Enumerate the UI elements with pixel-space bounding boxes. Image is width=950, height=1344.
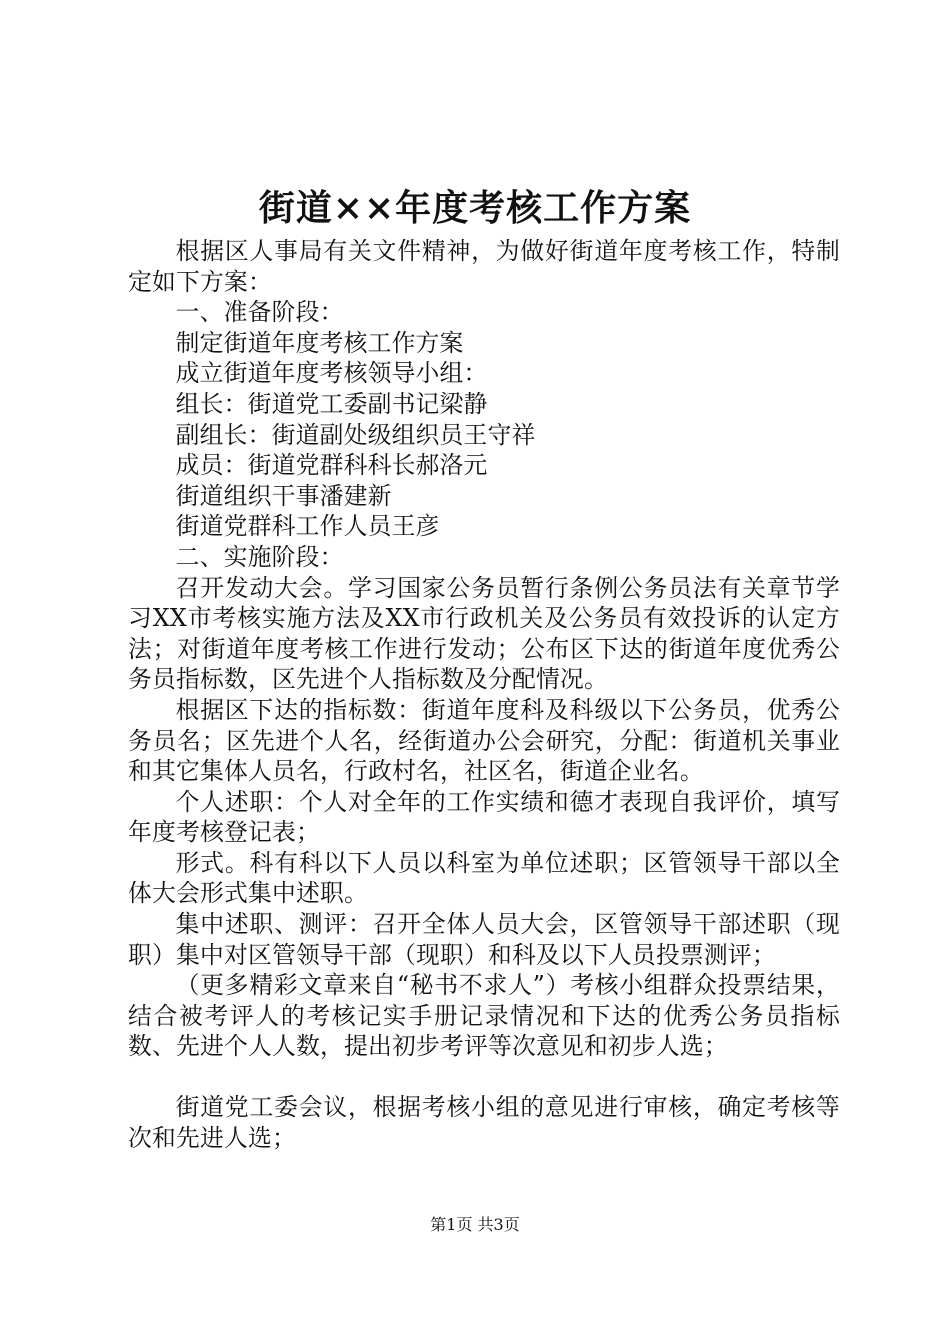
page-number: 第1页 共3页: [430, 1215, 520, 1234]
document-title: 街道××年度考核工作方案: [258, 187, 692, 229]
paragraph-voting-results: （更多精彩文章来自“秘书不求人”）考核小组群众投票结果，结合被考评人的考核记实手册记录情况和下达的优秀公务员指标数、先进个人人数，提出初步考评等次意见和初步人选；: [128, 971, 840, 1061]
paragraph-member-3: 街道党群科工作人员王彦: [175, 512, 440, 541]
paragraph-leading-group: 成立街道年度考核领导小组：: [175, 359, 488, 388]
paragraph-group-leader: 组长：街道党工委副书记梁静: [175, 389, 488, 418]
paragraph-member-1: 成员：街道党群科科长郝洛元: [175, 451, 488, 480]
paragraph-self-report: 个人述职：个人对全年的工作实绩和德才表现自我评价，填写年度考核登记表；: [128, 787, 840, 847]
section-heading-implementation: 二、实施阶段：: [175, 542, 344, 571]
paragraph-intro: 根据区人事局有关文件精神，为做好街道年度考核工作，特制定如下方案：: [128, 237, 840, 296]
paragraph-member-2: 街道组织干事潘建新: [175, 481, 392, 510]
paragraph-mobilization: 召开发动大会。学习国家公务员暂行条例公务员法有关章节学习XX市考核实施方法及XX市行政机关及公务员有效投诉的认定方法；对街道年度考核工作进行发动；公布区下达的街道年度优秀公务员指标数，区先进个人指标数及分配情况。: [128, 573, 840, 694]
document-body: [128, 236, 840, 1153]
paragraph-committee-review: 街道党工委会议，根据考核小组的意见进行审核，确定考核等次和先进人选；: [128, 1093, 840, 1152]
section-heading-preparation: 一、准备阶段：: [175, 298, 344, 327]
paragraph-quota: 根据区下达的指标数：街道年度科及科级以下公务员，优秀公务员名；区先进个人名，经街道办公会研究，分配：街道机关事业和其它集体人员名，行政村名，社区名，街道企业名。: [128, 695, 840, 786]
paragraph-evaluation: 集中述职、测评：召开全体人员大会，区管领导干部述职（现职）集中对区管领导干部（现职）和科及以下人员投票测评；: [128, 910, 840, 969]
paragraph-format: 形式。科有科以下人员以科室为单位述职；区管领导干部以全体大会形式集中述职。: [128, 848, 840, 908]
paragraph-deputy-leader: 副组长：街道副处级组织员王守祥: [175, 420, 536, 449]
paragraph-plan: 制定街道年度考核工作方案: [175, 328, 464, 357]
